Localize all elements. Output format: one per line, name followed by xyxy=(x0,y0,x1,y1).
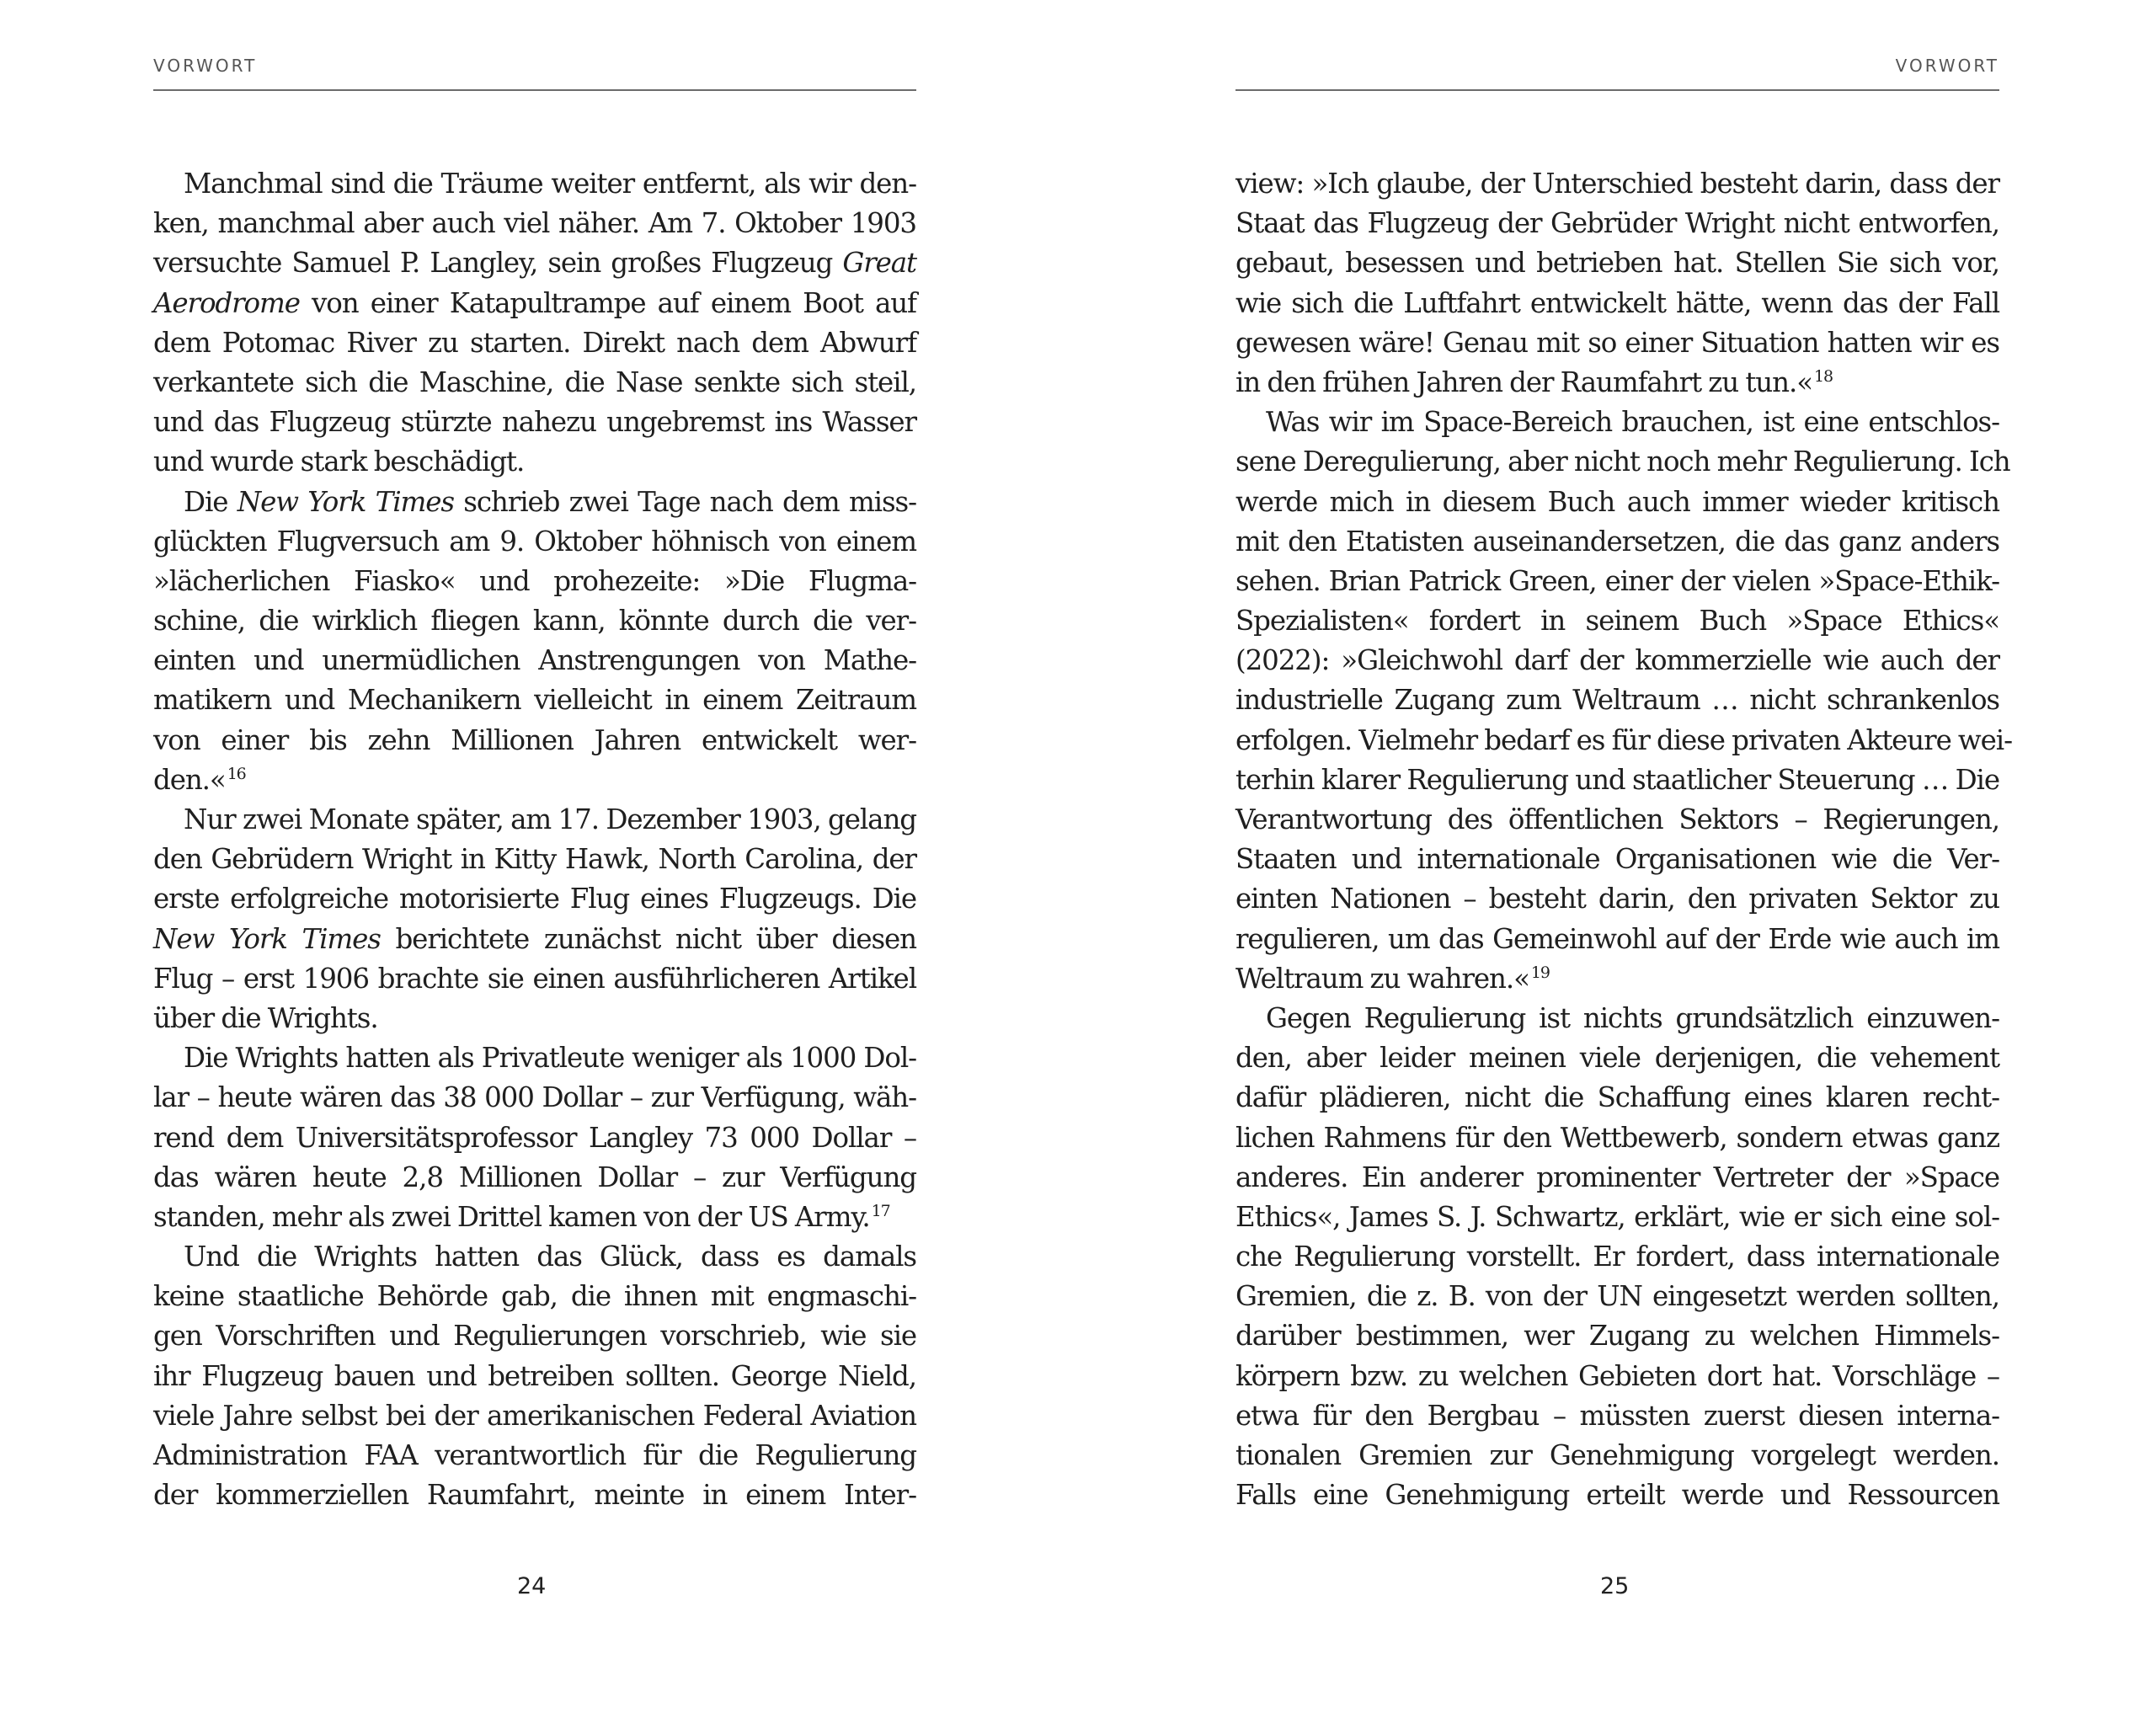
text-line xyxy=(1235,1396,1999,1436)
text-line xyxy=(153,1038,916,1078)
text-run: dafür plädieren, nicht die Schaffung eines klaren recht- xyxy=(1235,1081,1999,1114)
text-run: ken, manchmal aber auch viel näher. Am 7. Oktober 1903 xyxy=(153,207,916,240)
text-line xyxy=(1235,562,1999,601)
text-line xyxy=(1235,522,1999,562)
text-run: in den frühen Jahren der Raumfahrt zu tun.« xyxy=(1235,366,1812,398)
text-run: Flug – erst 1906 brachte sie einen ausführlicheren Artikel xyxy=(153,962,916,995)
text-line xyxy=(153,403,916,442)
text-line xyxy=(153,1118,916,1158)
text-run: den, aber leider meinen viele derjenigen, die vehement xyxy=(1235,1042,1999,1075)
text-line xyxy=(1235,920,1999,959)
text-line xyxy=(153,601,916,641)
text-line xyxy=(153,1357,916,1396)
text-run: gebaut, besessen und betrieben hat. Stellen Sie sich vor, xyxy=(1235,247,1999,280)
text-line xyxy=(153,442,916,482)
text-line xyxy=(1235,800,1999,840)
text-run: glückten Flugversuch am 9. Oktober höhnisch von einem xyxy=(153,525,916,558)
text-run: den.« xyxy=(153,763,226,796)
text-run: lar – heute wären das 38 000 Dollar – zur Verfügung, wäh- xyxy=(153,1081,916,1114)
text-run: das wären heute 2,8 Millionen Dollar – zur Verfügung xyxy=(153,1161,916,1193)
text-line xyxy=(1235,1038,1999,1078)
text-line xyxy=(1235,760,1999,800)
text-run: industrielle Zugang zum Weltraum … nicht schrankenlos xyxy=(1235,684,1999,717)
text-run: mit den Etatisten auseinandersetzen, die das ganz anders xyxy=(1235,525,1999,558)
text-line xyxy=(1235,1277,1999,1316)
text-line xyxy=(1235,323,1999,363)
text-run: tionalen Gremien zur Genehmigung vorgelegt werden. xyxy=(1235,1439,1999,1471)
text-line xyxy=(153,840,916,879)
text-run: regulieren, um das Gemeinwohl auf der Erde wie auch im xyxy=(1235,922,1999,955)
text-run: von einer Katapultrampe auf einem Boot auf xyxy=(299,286,916,319)
text-run: Die Wrights hatten als Privatleute weniger als 1000 Dol- xyxy=(184,1042,916,1075)
text-line xyxy=(153,204,916,243)
footnote-ref: 19 xyxy=(1530,963,1550,982)
text-run: keine staatliche Behörde gab, die ihnen mit engmaschi- xyxy=(153,1280,916,1313)
text-run: viele Jahre selbst bei der amerikanischen Federal Aviation xyxy=(153,1399,916,1432)
text-run: über die Wrights. xyxy=(153,1001,378,1034)
text-run: den Gebrüdern Wright in Kitty Hawk, North Carolina, der xyxy=(153,843,916,876)
text-run: schrieb zwei Tage nach dem miss- xyxy=(453,485,916,518)
text-line xyxy=(153,1198,916,1237)
text-line xyxy=(153,1316,916,1356)
text-run: einten und unermüdlichen Anstrengungen von Mathe- xyxy=(153,644,916,677)
text-line xyxy=(153,641,916,680)
text-run: werde mich in diesem Buch auch immer wieder kritisch xyxy=(1235,485,1999,518)
text-line xyxy=(153,562,916,601)
text-run: erfolgen. Vielmehr bedarf es für diese privaten Akteure wei- xyxy=(1235,723,2012,756)
text-line xyxy=(153,323,916,363)
text-run: anderes. Ein anderer prominenter Vertreter der »Space xyxy=(1235,1161,1999,1193)
text-line xyxy=(1235,601,1999,641)
text-line xyxy=(153,483,916,522)
text-line xyxy=(153,284,916,323)
text-run: Und die Wrights hatten das Glück, dass es damals xyxy=(184,1241,916,1273)
text-line xyxy=(153,1158,916,1198)
running-head: VORWORT xyxy=(153,56,258,76)
text-line xyxy=(153,760,916,800)
text-line xyxy=(1235,363,1999,403)
text-line xyxy=(1235,1118,1999,1158)
text-run: schine, die wirklich fliegen kann, könnte durch die ver- xyxy=(153,605,916,638)
text-line xyxy=(1235,1357,1999,1396)
text-run: der kommerziellen Raumfahrt, meinte in einem Inter- xyxy=(153,1479,916,1512)
text-run: gen Vorschriften und Regulierungen vorschrieb, wie sie xyxy=(153,1320,916,1353)
text-line xyxy=(1235,1198,1999,1237)
text-run: sene Deregulierung, aber nicht noch mehr Regulierung. Ich xyxy=(1235,446,2010,478)
text-line xyxy=(1235,680,1999,720)
text-line xyxy=(153,1396,916,1436)
text-run: gewesen wäre! Genau mit so einer Situation hatten wir es xyxy=(1235,326,1999,359)
text-line xyxy=(1235,959,1999,999)
text-line xyxy=(153,1436,916,1476)
text-run: Administration FAA verantwortlich für die Regulierung xyxy=(153,1439,916,1471)
italic-title: Aerodrome xyxy=(153,286,300,319)
page-number: 24 xyxy=(517,1573,547,1599)
text-run: »lächerlichen Fiasko« und prohezeite: »Die Flugma- xyxy=(153,564,916,597)
text-line xyxy=(1235,204,1999,243)
text-run: von einer bis zehn Millionen Jahren entwickelt wer- xyxy=(153,723,916,756)
text-line xyxy=(1235,284,1999,323)
text-run: körpern bzw. zu welchen Gebieten dort hat. Vorschläge – xyxy=(1235,1359,1999,1392)
text-run: lichen Rahmens für den Wettbewerb, sondern etwas ganz xyxy=(1235,1121,1999,1154)
text-run: Staaten und internationale Organisationen wie die Ver- xyxy=(1235,843,1999,876)
text-line xyxy=(153,879,916,919)
text-line xyxy=(1235,879,1999,919)
text-line xyxy=(153,1078,916,1118)
text-run: einten Nationen – besteht darin, den privaten Sektor zu xyxy=(1235,883,1999,915)
footnote-ref: 18 xyxy=(1813,366,1833,386)
text-line xyxy=(153,959,916,999)
text-line xyxy=(153,363,916,403)
text-run: versuchte Samuel P. Langley, sein großes Flugzeug xyxy=(153,247,843,280)
text-line xyxy=(1235,1316,1999,1356)
body-text xyxy=(1235,164,2012,1515)
text-line xyxy=(153,1476,916,1515)
italic-title: New York Times xyxy=(153,922,381,955)
text-line xyxy=(153,920,916,959)
text-line xyxy=(1235,164,1999,204)
left-page xyxy=(153,0,916,1713)
text-run: Nur zwei Monate später, am 17. Dezember 1903, gelang xyxy=(184,803,916,835)
text-run: che Regulierung vorstellt. Er fordert, dass internationale xyxy=(1235,1241,1999,1273)
text-line xyxy=(1235,403,1999,442)
text-run: Gremien, die z. B. von der UN eingesetzt werden sollten, xyxy=(1235,1280,1999,1313)
footnote-ref: 16 xyxy=(227,764,246,783)
text-line xyxy=(1235,442,2010,482)
text-line xyxy=(1235,243,1999,283)
italic-title: New York Times xyxy=(237,485,454,518)
header-rule xyxy=(153,89,916,91)
italic-title: Great xyxy=(842,247,916,280)
text-run: rend dem Universitätsprofessor Langley 73 000 Dollar – xyxy=(153,1121,916,1154)
text-run: Ethics«, James S. J. Schwartz, erklärt, wie er sich eine sol- xyxy=(1235,1200,1999,1233)
right-page xyxy=(1235,0,2012,1713)
text-run: standen, mehr als zwei Drittel kamen von der US Army. xyxy=(153,1200,870,1233)
text-run: terhin klarer Regulierung und staatlicher Steuerung … Die xyxy=(1235,763,1999,796)
text-line xyxy=(1235,1436,1999,1476)
text-run: wie sich die Luftfahrt entwickelt hätte, wenn das der Fall xyxy=(1235,286,1999,319)
text-run: Falls eine Genehmigung erteilt werde und Ressourcen xyxy=(1235,1479,1999,1512)
text-line xyxy=(153,1237,916,1277)
text-run: Was wir im Space-Bereich brauchen, ist eine entschlos- xyxy=(1266,406,1999,439)
text-run: matikern und Mechanikern vielleicht in einem Zeitraum xyxy=(153,684,916,717)
header-rule xyxy=(1235,89,1999,91)
text-run: ihr Flugzeug bauen und betreiben sollten. George Nield, xyxy=(153,1359,916,1392)
text-run: sehen. Brian Patrick Green, einer der vielen »Space-Ethik- xyxy=(1235,564,1999,597)
text-run: berichtete zunächst nicht über diesen xyxy=(380,922,917,955)
text-run: Verantwortung des öffentlichen Sektors – Regierungen, xyxy=(1235,803,1999,835)
text-line xyxy=(1235,483,1999,522)
text-line xyxy=(1235,999,1999,1038)
text-run: und das Flugzeug stürzte nahezu ungebremst ins Wasser xyxy=(153,406,916,439)
text-run: Spezialisten« fordert in seinem Buch »Space Ethics« xyxy=(1235,605,1999,638)
text-line xyxy=(1235,641,1999,680)
text-line xyxy=(153,721,916,760)
text-line xyxy=(1235,721,2012,760)
text-run: erste erfolgreiche motorisierte Flug eines Flugzeugs. Die xyxy=(153,883,916,915)
text-run: view: »Ich glaube, der Unterschied besteht darin, dass der xyxy=(1235,168,1999,200)
text-run: dem Potomac River zu starten. Direkt nach dem Abwurf xyxy=(153,326,916,359)
text-line xyxy=(153,164,916,204)
text-line xyxy=(1235,1158,1999,1198)
text-line xyxy=(153,800,916,840)
text-line xyxy=(153,680,916,720)
text-run: und wurde stark beschädigt. xyxy=(153,446,525,478)
text-line xyxy=(153,522,916,562)
footnote-ref: 17 xyxy=(871,1201,890,1220)
text-run: (2022): »Gleichwohl darf der kommerzielle wie auch der xyxy=(1235,644,1999,677)
text-run: Manchmal sind die Träume weiter entfernt, als wir den- xyxy=(184,168,916,200)
text-run: Die xyxy=(184,485,237,518)
body-text xyxy=(153,164,916,1515)
text-line xyxy=(1235,1078,1999,1118)
text-run: Staat das Flugzeug der Gebrüder Wright nicht entworfen, xyxy=(1235,207,1999,240)
running-head: VORWORT xyxy=(1895,56,1999,76)
text-line xyxy=(1235,840,1999,879)
text-run: Weltraum zu wahren.« xyxy=(1235,962,1529,995)
text-line xyxy=(1235,1237,1999,1277)
text-line xyxy=(153,999,916,1038)
text-line xyxy=(153,243,916,283)
text-run: verkantete sich die Maschine, die Nase senkte sich steil, xyxy=(153,366,916,398)
text-line xyxy=(153,1277,916,1316)
page-number: 25 xyxy=(1600,1573,1630,1599)
text-run: etwa für den Bergbau – müssten zuerst diesen interna- xyxy=(1235,1399,1999,1432)
text-line xyxy=(1235,1476,1999,1515)
text-run: Gegen Regulierung ist nichts grundsätzlich einzuwen- xyxy=(1266,1001,1999,1034)
text-run: darüber bestimmen, wer Zugang zu welchen Himmels- xyxy=(1235,1320,1999,1353)
